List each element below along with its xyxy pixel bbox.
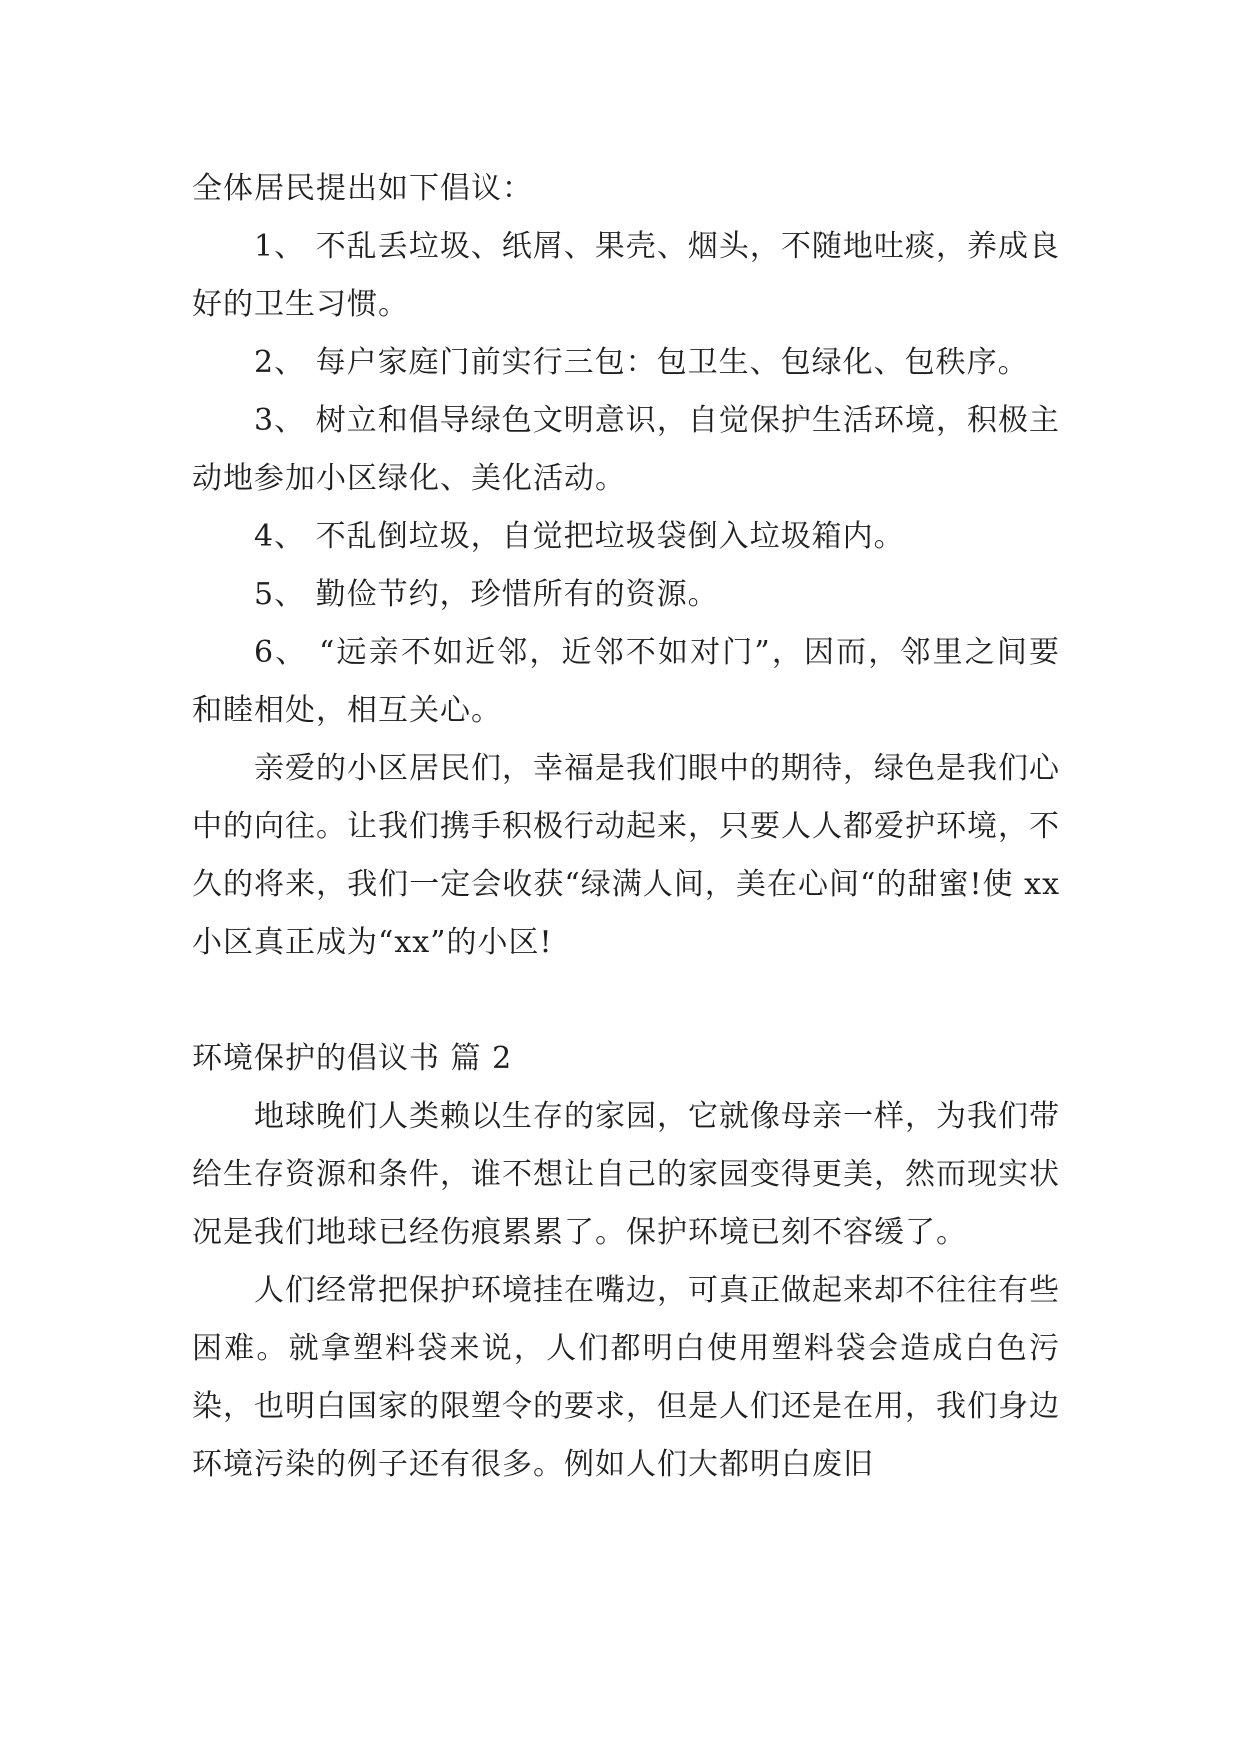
proposal-item-1: 1、 不乱丢垃圾、纸屑、果壳、烟头，不随地吐痰，养成良好的卫生习惯。 xyxy=(192,229,1060,322)
closing-paragraph: 亲爱的小区居民们，幸福是我们眼中的期待，绿色是我们心中的向往。让我们携手积极行动起来，只要人人都爱护环境，不久的将来，我们一定会收获“绿满人间，美在心间“的甜蜜!使 xx 小区真正成为“xx”的小区! xyxy=(192,751,1060,960)
proposal-item-2: 2、 每户家庭门前实行三包：包卫生、包绿化、包秩序。 xyxy=(254,345,1029,380)
proposal-item-3: 3、 树立和倡导绿色文明意识，自觉保护生活环境，积极主动地参加小区绿化、美化活动。 xyxy=(192,403,1060,496)
section2-paragraph-1: 地球晚们人类赖以生存的家园，它就像母亲一样，为我们带给生存资源和条件，谁不想让自己的家园变得更美，然而现实状况是我们地球已经伤痕累累了。保护环境已刻不容缓了。 xyxy=(192,1099,1060,1250)
document-body xyxy=(192,160,1060,1494)
section2-paragraph-2: 人们经常把保护环境挂在嘴边，可真正做起来却不往往有些困难。就拿塑料袋来说，人们都明白使用塑料袋会造成白色污染，也明白国家的限塑令的要求，但是人们还是在用，我们身边环境污染的例子还有很多。例如人们大都明白废旧 xyxy=(192,1273,1060,1482)
proposal-item-4: 4、 不乱倒垃圾，自觉把垃圾袋倒入垃圾箱内。 xyxy=(254,519,905,554)
proposal-item-5: 5、 勤俭节约，珍惜所有的资源。 xyxy=(254,577,719,612)
proposal-item-6: 6、 “远亲不如近邻，近邻不如对门”，因而，邻里之间要和睦相处，相互关心。 xyxy=(192,635,1060,728)
intro-line: 全体居民提出如下倡议： xyxy=(192,171,533,206)
section-heading: 环境保护的倡议书 篇 2 xyxy=(192,1041,513,1076)
